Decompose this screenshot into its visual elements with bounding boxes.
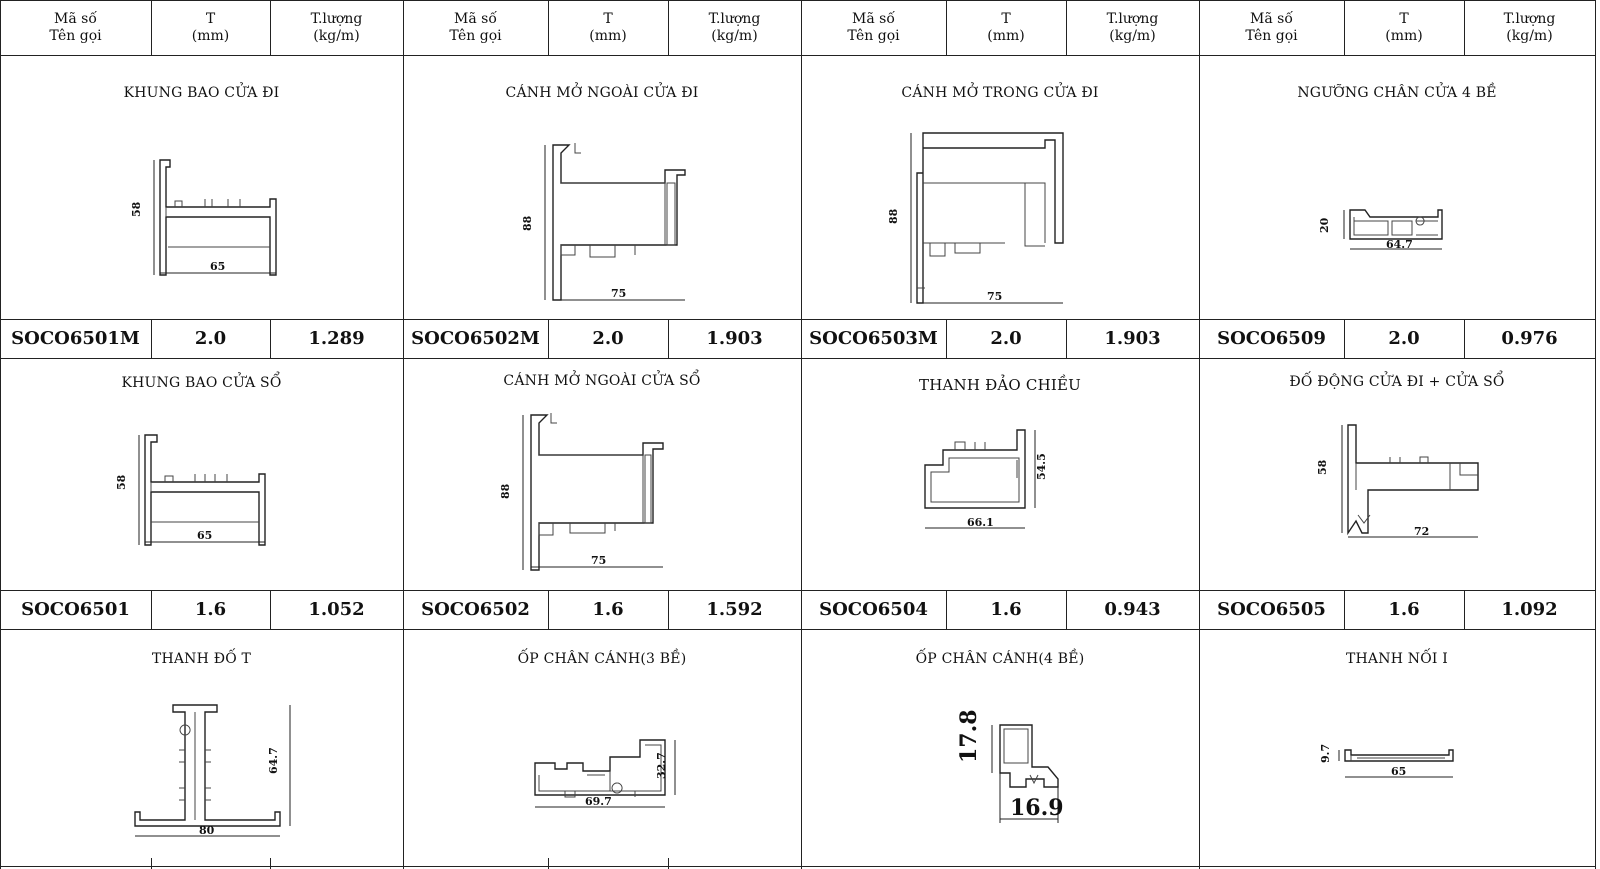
header-w-text: T.lượng <box>708 10 761 27</box>
grid-line <box>1595 0 1596 869</box>
header-t-text: T <box>1001 10 1011 27</box>
profile-title: ỐP CHÂN CÁNH(4 BỀ) <box>915 651 1085 667</box>
profile-title: THANH ĐỐ T <box>151 651 252 667</box>
weight-value: 1.903 <box>706 328 763 349</box>
dimension-label: 9.7 <box>1319 743 1332 763</box>
header-name-text: Tên gọi <box>1245 27 1298 44</box>
header-t-text: T <box>603 10 613 27</box>
profile-code: SOCO6503M <box>809 328 938 349</box>
header-name-text: Tên gọi <box>49 27 102 44</box>
weight-value: 1.092 <box>1501 599 1558 620</box>
grid-line <box>0 55 1596 56</box>
header-t-label <box>548 0 668 55</box>
header-w-label <box>270 0 403 55</box>
header-w-label <box>1066 0 1199 55</box>
profile-drawing <box>115 430 275 555</box>
header-code-text: Mã số <box>454 10 497 27</box>
dimension-label: 64.7 <box>267 747 280 774</box>
grid-line <box>548 858 549 869</box>
profile-drawing <box>515 135 700 310</box>
profile-code: SOCO6501M <box>11 328 140 349</box>
profile-title: KHUNG BAO CỬA SỔ <box>121 375 282 391</box>
profile-title: ỐP CHÂN CÁNH(3 BỀ) <box>517 651 687 667</box>
header-name-text: Tên gọi <box>449 27 502 44</box>
weight-value: 1.289 <box>308 328 365 349</box>
weight-value: 0.976 <box>1501 328 1558 349</box>
header-w-label <box>668 0 801 55</box>
profile-drawing <box>1316 415 1500 555</box>
dimension-label: 88 <box>887 208 900 224</box>
grid-line <box>0 358 1596 359</box>
header-t-label <box>1344 0 1464 55</box>
dimension-label: 65 <box>210 260 226 273</box>
header-code-label <box>0 0 151 55</box>
header-w-unit: (kg/m) <box>1506 27 1553 44</box>
dimension-label: 80 <box>199 824 215 837</box>
dimension-label: 65 <box>1391 765 1407 778</box>
dimension-label: 64.7 <box>1386 238 1413 251</box>
profile-title: THANH NỐI I <box>1345 651 1448 667</box>
header-w-text: T.lượng <box>310 10 363 27</box>
profile-title: THANH ĐẢO CHIỀU <box>919 376 1081 394</box>
dimension-label: 58 <box>115 474 128 490</box>
profile-title: NGƯỠNG CHÂN CỬA 4 BỀ <box>1297 85 1497 101</box>
thickness-value: 2.0 <box>592 328 624 349</box>
profile-title: KHUNG BAO CỬA ĐI <box>123 85 280 101</box>
header-t-unit: (mm) <box>1385 27 1423 44</box>
profile-code: SOCO6504 <box>819 599 928 620</box>
thickness-value: 1.6 <box>592 599 624 620</box>
profile-code: SOCO6501 <box>21 599 130 620</box>
header-code-label <box>801 0 946 55</box>
weight-value: 1.592 <box>706 599 763 620</box>
profile-code: SOCO6502M <box>411 328 540 349</box>
header-w-unit: (kg/m) <box>711 27 758 44</box>
grid-line <box>801 0 802 869</box>
header-w-text: T.lượng <box>1106 10 1159 27</box>
header-t-text: T <box>1399 10 1409 27</box>
dimension-label: 75 <box>611 287 627 300</box>
dimension-label: 16.9 <box>1010 795 1064 821</box>
dimension-label: 58 <box>130 201 143 217</box>
header-code-label <box>403 0 548 55</box>
profile-title: CÁNH MỞ NGOÀI CỬA SỔ <box>503 373 701 389</box>
profile-drawing <box>887 128 1080 313</box>
header-w-text: T.lượng <box>1503 10 1556 27</box>
header-code-text: Mã số <box>1250 10 1293 27</box>
dimension-label: 72 <box>1414 525 1430 538</box>
header-code-text: Mã số <box>852 10 895 27</box>
dimension-label: 32.7 <box>655 752 668 779</box>
thickness-value: 2.0 <box>194 328 227 349</box>
header-t-unit: (mm) <box>589 27 627 44</box>
thickness-value: 1.6 <box>1388 599 1420 620</box>
profile-drawing <box>1319 743 1495 795</box>
thickness-value: 2.0 <box>990 328 1022 349</box>
profile-title: CÁNH MỞ TRONG CỬA ĐI <box>901 85 1099 101</box>
header-t-unit: (mm) <box>987 27 1025 44</box>
profile-code: SOCO6502 <box>421 599 530 620</box>
dimension-label: 88 <box>499 483 512 499</box>
profile-drawing <box>130 155 290 285</box>
profile-drawing <box>495 405 680 580</box>
dimension-label: 75 <box>591 554 607 567</box>
thickness-value: 1.6 <box>990 599 1022 620</box>
header-t-label <box>946 0 1066 55</box>
header-w-unit: (kg/m) <box>313 27 360 44</box>
profile-drawing <box>1320 205 1480 265</box>
profile-title: ĐỐ ĐỘNG CỬA ĐI + CỬA SỔ <box>1289 374 1505 390</box>
thickness-value: 2.0 <box>1388 328 1420 349</box>
dimension-label: 75 <box>987 290 1003 303</box>
dimension-label: 20 <box>1318 217 1331 233</box>
profile-title: CÁNH MỞ NGOÀI CỬA ĐI <box>505 85 699 101</box>
dimension-label: 54.5 <box>1035 453 1048 480</box>
dimension-label: 65 <box>197 529 213 542</box>
profile-drawing <box>930 709 1070 830</box>
grid-line <box>151 858 152 869</box>
weight-value: 1.052 <box>308 599 365 620</box>
dimension-label: 17.8 <box>956 709 982 763</box>
weight-value: 0.943 <box>1104 599 1161 620</box>
profile-code: SOCO6505 <box>1217 599 1326 620</box>
grid-line <box>270 858 271 869</box>
dimension-label: 88 <box>521 215 534 231</box>
weight-value: 1.903 <box>1104 328 1161 349</box>
grid-line <box>403 0 404 869</box>
grid-line <box>1199 0 1200 869</box>
thickness-value: 1.6 <box>194 599 227 620</box>
profile-drawing <box>905 420 1080 550</box>
header-code-text: Mã số <box>54 10 97 27</box>
dimension-label: 66.1 <box>967 516 994 529</box>
profile-drawing <box>125 700 305 840</box>
header-code-label <box>1199 0 1344 55</box>
header-t-label <box>151 0 270 55</box>
profile-drawing <box>525 735 700 825</box>
grid-line <box>668 858 669 869</box>
header-w-label <box>1464 0 1595 55</box>
profile-code: SOCO6509 <box>1217 328 1326 349</box>
header-name-text: Tên gọi <box>847 27 900 44</box>
grid-line <box>0 0 1 869</box>
dimension-label: 69.7 <box>585 795 612 808</box>
grid-line <box>0 866 1596 867</box>
header-w-unit: (kg/m) <box>1109 27 1156 44</box>
grid-line <box>0 629 1596 630</box>
header-t-text: T <box>205 10 216 27</box>
dimension-label: 58 <box>1316 459 1329 475</box>
header-t-unit: (mm) <box>191 27 230 44</box>
